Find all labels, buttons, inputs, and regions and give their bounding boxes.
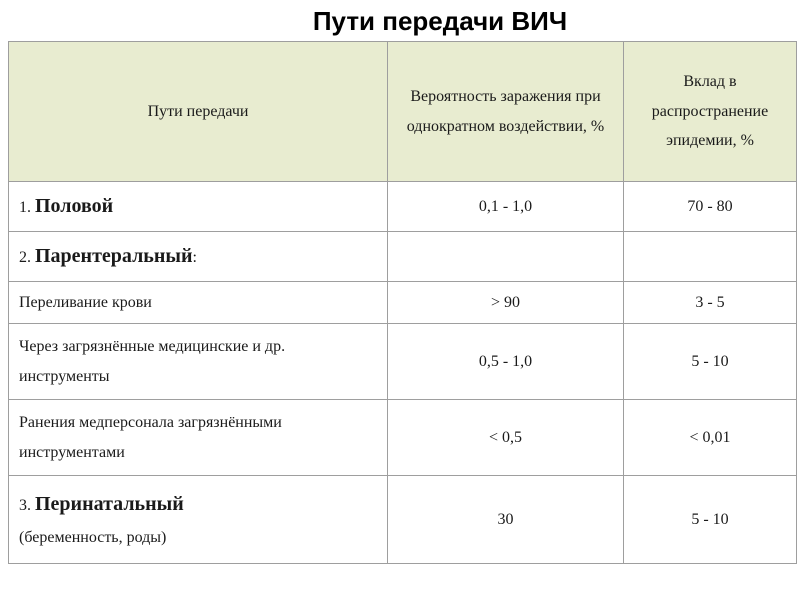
probability-cell: 0,5 - 1,0 [388,324,624,400]
probability-cell: > 90 [388,282,624,324]
contribution-cell: 70 - 80 [624,182,797,232]
route-label: Парентеральный [35,245,193,267]
table-row [9,324,797,400]
contribution-cell [624,232,797,282]
table-row [9,476,797,564]
header-route: Пути передачи [9,42,388,182]
route-suffix: : [192,249,197,266]
probability-cell: 30 [388,476,624,564]
page-title: Пути передачи ВИЧ [312,6,568,36]
contribution-cell: 3 - 5 [624,282,797,324]
probability-cell [388,232,624,282]
contribution-cell: < 0,01 [624,400,797,476]
table-row [9,400,797,476]
route-number: 2. [19,249,35,266]
route-cell [9,476,388,564]
route-number: 1. [19,199,35,216]
route-cell [9,182,388,232]
hiv-transmission-table [8,41,797,564]
table-row [9,282,797,324]
table-row [9,232,797,282]
route-cell: Переливание крови [9,282,388,324]
header-contribution: Вклад в распространение эпидемии, % [624,42,797,182]
table-row [9,182,797,232]
route-label: Перинатальный [35,493,184,516]
table-header-row [9,42,797,182]
contribution-cell: 5 - 10 [624,324,797,400]
hiv-transmission-table-wrap [8,41,796,566]
contribution-cell: 5 - 10 [624,476,797,564]
route-number: 3. [19,497,35,515]
route-label: Половой [35,195,114,217]
route-note: (беременность, роды) [19,529,167,547]
probability-cell: 0,1 - 1,0 [388,182,624,232]
route-cell: Через загрязнённые медицинские и др. инструменты [9,324,388,400]
header-probability: Вероятность заражения при однократном воздействии, % [388,42,624,182]
probability-cell: < 0,5 [388,400,624,476]
route-cell [9,232,388,282]
route-cell: Ранения медперсонала загрязнёнными инструментами [9,400,388,476]
